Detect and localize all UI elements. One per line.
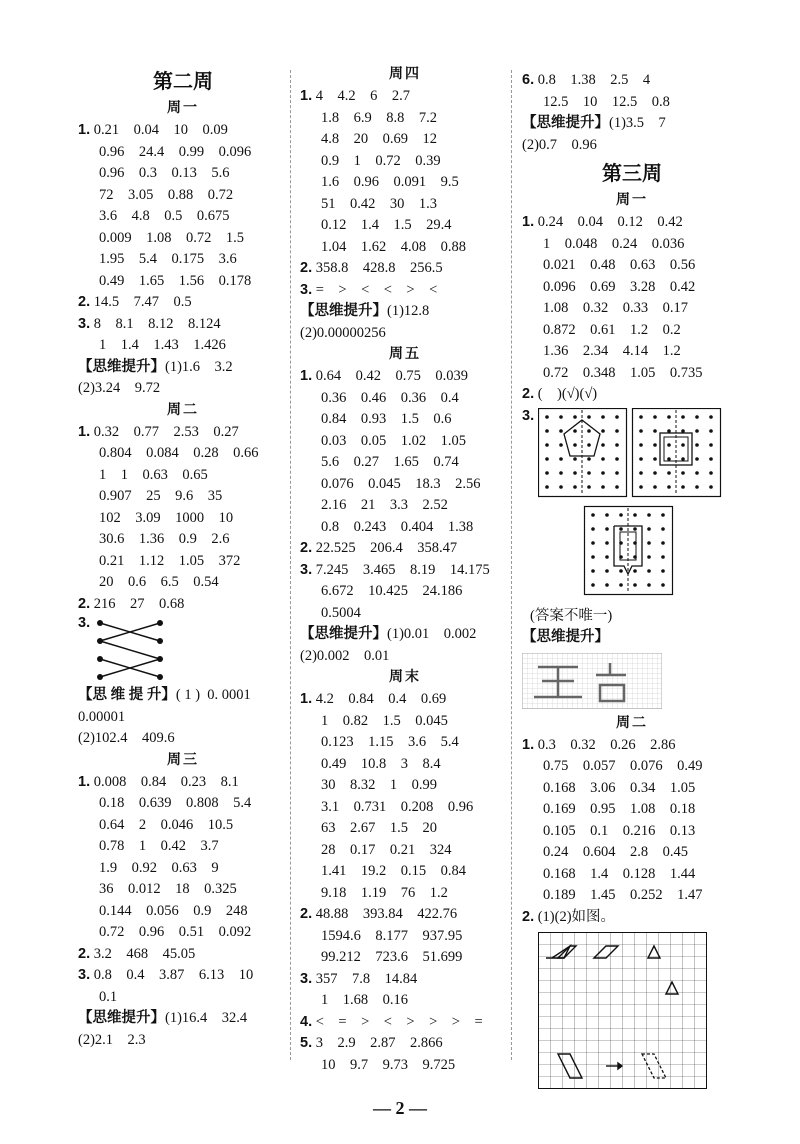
- question-number: 3.: [300, 281, 313, 298]
- answer-line: 72 3.05 0.88 0.72: [99, 186, 234, 203]
- answer-line: 0.03 0.05 1.02 1.05: [321, 432, 466, 449]
- answer-line: 0.189 1.45 0.252 1.47: [543, 887, 703, 903]
- answer-line: 1 0.82 1.5 0.045: [321, 712, 448, 729]
- day-title: 周五: [389, 347, 421, 362]
- answer-line: 0.804 0.084 0.28 0.66: [99, 445, 259, 461]
- answer-line: 3.6 4.8 0.5 0.675: [99, 208, 230, 224]
- question-number: 6.: [522, 72, 535, 88]
- answer-line: 0.21 0.04 10 0.09: [93, 122, 228, 138]
- answer-line: 0.24 0.04 0.12 0.42: [537, 214, 683, 230]
- answer-line: 1.9 0.92 0.63 9: [99, 859, 219, 876]
- answer-line: ( 1 ) 0. 0001: [175, 687, 251, 703]
- thinking-label: 【思维提升】: [78, 358, 165, 375]
- answer-line: 0.105 0.1 0.216 0.13: [543, 822, 696, 839]
- thinking-label: 【思维提升】: [300, 626, 387, 642]
- day-title: 周一: [167, 101, 199, 116]
- answer-line: 0.96 24.4 0.99 0.096: [99, 143, 252, 160]
- answer-line: (1)12.8: [387, 303, 430, 319]
- day-title: 周一: [616, 193, 648, 208]
- answer-line: 4.8 20 0.69 12: [321, 131, 437, 147]
- answer-line: 0.907 25 9.6 35: [99, 488, 223, 504]
- answer-line: 5.6 0.27 1.65 0.74: [321, 454, 459, 470]
- answer-line: 1.36 2.34 4.14 1.2: [543, 343, 681, 359]
- answer-line: 0.8 1.38 2.5 4: [537, 72, 651, 88]
- answer-line: 0.49 10.8 3 8.4: [321, 755, 441, 772]
- answer-line: 0.123 1.15 3.6 5.4: [321, 734, 459, 750]
- answer-line: 1.41 19.2 0.15 0.84: [321, 863, 466, 879]
- answer-line: 1.08 0.32 0.33 0.17: [543, 300, 688, 316]
- answer-line: 0.49 1.65 1.56 0.178: [99, 272, 252, 289]
- answer-line: (2)3.24 9.72: [78, 380, 161, 396]
- answer-line: 0.64 2 0.046 10.5: [99, 816, 234, 833]
- column-3: [522, 64, 742, 1104]
- answer-line: 0.12 1.4 1.5 29.4: [321, 217, 452, 233]
- answer-line: (1)1.6 3.2: [165, 358, 233, 375]
- answer-line: < = > < > > > =: [315, 1013, 483, 1030]
- answer-line: 1 1.4 1.43 1.426: [99, 337, 226, 353]
- answer-line: ( )(√)(√): [537, 386, 598, 402]
- question-number: 3.: [300, 561, 313, 578]
- grid-shapes-figure: [522, 653, 662, 709]
- answer-line: (2)0.002 0.01: [300, 647, 390, 664]
- answer-line: 0.3 0.32 0.26 2.86: [537, 736, 676, 753]
- answer-line: 0.009 1.08 0.72 1.5: [99, 229, 244, 246]
- translation-grid-figure: [538, 932, 718, 1100]
- answer-line: 9.18 1.19 76 1.2: [321, 884, 448, 901]
- matching-lines-diagram: [90, 615, 180, 685]
- answer-line: 0.168 3.06 0.34 1.05: [543, 779, 696, 796]
- thinking-label: 【思维提升】: [300, 303, 387, 319]
- answer-line: 0.36 0.46 0.36 0.4: [321, 389, 459, 406]
- answer-line: 4.2 0.84 0.4 0.69: [315, 691, 447, 707]
- question-number: 3.: [78, 967, 91, 983]
- day-title: 周四: [389, 67, 421, 82]
- answer-line: 0.1: [99, 988, 118, 1005]
- question-number: 3.: [300, 970, 313, 987]
- answer-line: 0.169 0.95 1.08 0.18: [543, 801, 696, 817]
- question-number: 5.: [300, 1035, 313, 1051]
- answer-line: 1 1.68 0.16: [321, 992, 408, 1008]
- question-number: 2.: [522, 386, 535, 402]
- answer-line: 0.78 1 0.42 3.7: [99, 838, 219, 854]
- answer-line: 6.672 10.425 24.186: [321, 583, 463, 599]
- thinking-label: 【思维提升】: [78, 1010, 165, 1026]
- answer-line: 0.32 0.77 2.53 0.27: [93, 423, 239, 440]
- week-title: 第二周: [153, 71, 213, 93]
- answer-line: 357 7.8 14.84: [315, 970, 418, 987]
- column-2: [300, 64, 510, 1076]
- answer-line: 0.21 1.12 1.05 372: [99, 552, 241, 569]
- answer-line: 0.096 0.69 3.28 0.42: [543, 278, 696, 295]
- day-title: 周二: [616, 715, 648, 731]
- question-number: 1.: [78, 423, 91, 440]
- answer-line: 0.84 0.93 1.5 0.6: [321, 411, 452, 427]
- answer-line: 102 3.09 1000 10: [99, 509, 234, 526]
- question-number: 2.: [300, 540, 313, 556]
- column-1: [78, 64, 288, 1051]
- answer-line: 1594.6 8.177 937.95: [321, 927, 463, 944]
- question-number: 1.: [522, 736, 535, 753]
- answer-line: 3.2 468 45.05: [93, 945, 196, 962]
- answer-line: 22.525 206.4 358.47: [315, 540, 458, 556]
- week-title: 第三周: [602, 163, 662, 185]
- question-number: 3.: [522, 407, 535, 424]
- answer-line: 12.5 10 12.5 0.8: [543, 93, 670, 110]
- answer-line: 4 4.2 6 2.7: [315, 88, 410, 104]
- answer-line: 30.6 1.36 0.9 2.6: [99, 531, 230, 547]
- answer-line: 3.1 0.731 0.208 0.96: [321, 798, 474, 815]
- page-number: — 2 —: [373, 1098, 427, 1118]
- answer-line: 1.6 0.96 0.091 9.5: [321, 174, 459, 190]
- answer-line: 358.8 428.8 256.5: [315, 260, 443, 276]
- question-number: 3.: [78, 615, 91, 631]
- question-number: 1.: [78, 122, 91, 138]
- day-title: 周二: [167, 402, 199, 418]
- answer-line: 30 8.32 1 0.99: [321, 777, 437, 793]
- thinking-label: 【思 维 提 升】: [78, 687, 176, 703]
- answer-line: 36 0.012 18 0.325: [99, 881, 237, 897]
- answer-line: 0.872 0.61 1.2 0.2: [543, 321, 681, 338]
- answer-line: 0.008 0.84 0.23 8.1: [93, 773, 239, 790]
- answer-line: 10 9.7 9.73 9.725: [321, 1056, 456, 1073]
- thinking-label: 【思维提升】: [522, 629, 609, 645]
- answer-line: 0.96 0.3 0.13 5.6: [99, 165, 230, 181]
- question-number: 1.: [522, 214, 535, 230]
- dot-grid-diagrams: [538, 408, 738, 608]
- answer-line: 0.076 0.045 18.3 2.56: [321, 475, 481, 492]
- answer-note: (答案不唯一): [530, 607, 613, 624]
- answer-line: 0.18 0.639 0.808 5.4: [99, 795, 252, 811]
- question-number: 1.: [300, 691, 313, 707]
- answer-line: (1)3.5 7: [609, 115, 666, 131]
- column-divider-1: [290, 70, 291, 1060]
- question-number: 2.: [522, 908, 535, 925]
- answer-line: (1)0.01 0.002: [387, 626, 477, 642]
- question-number: 2.: [78, 945, 91, 962]
- answer-line: 7.245 3.465 8.19 14.175: [315, 561, 490, 578]
- answer-line: 0.144 0.056 0.9 248: [99, 902, 248, 919]
- answer-line: 1.04 1.62 4.08 0.88: [321, 238, 466, 255]
- answer-line: 0.72 0.348 1.05 0.735: [543, 364, 703, 381]
- question-number: 3.: [78, 315, 91, 332]
- day-title: 周末: [389, 670, 421, 685]
- answer-line: 0.021 0.48 0.63 0.56: [543, 257, 696, 273]
- thinking-label: 【思维提升】: [522, 115, 609, 131]
- answer-line: 14.5 7.47 0.5: [93, 294, 192, 310]
- answer-line: 1.95 5.4 0.175 3.6: [99, 251, 237, 267]
- answer-line: 216 27 0.68: [93, 595, 185, 612]
- answer-line: = > < < > <: [315, 281, 438, 298]
- answer-line: 0.168 1.4 0.128 1.44: [543, 865, 696, 882]
- answer-line: 28 0.17 0.21 324: [321, 841, 452, 858]
- answer-line: 20 0.6 6.5 0.54: [99, 574, 219, 590]
- question-number: 2.: [300, 260, 313, 276]
- answer-line: 0.75 0.057 0.076 0.49: [543, 758, 703, 774]
- answer-line: 0.8 0.243 0.404 1.38: [321, 518, 474, 535]
- answer-line: (1)16.4 32.4: [165, 1010, 248, 1026]
- question-number: 2.: [300, 906, 313, 922]
- answer-line: 1 0.048 0.24 0.036: [543, 235, 685, 252]
- symmetry-figures: [522, 406, 742, 606]
- answer-line: (2)2.1 2.3: [78, 1031, 146, 1048]
- day-title: 周三: [167, 752, 199, 768]
- answer-line: 0.64 0.42 0.75 0.039: [315, 368, 468, 384]
- answer-line: 1 1 0.63 0.65: [99, 466, 208, 483]
- answer-line: (2)0.00000256: [300, 324, 386, 341]
- matching-figure: [78, 615, 288, 685]
- column-divider-2: [511, 70, 512, 1060]
- question-number: 1.: [78, 773, 91, 790]
- answer-line: 8 8.1 8.12 8.124: [93, 315, 221, 332]
- answer-line: 0.00001: [78, 708, 126, 725]
- question-number: 4.: [300, 1013, 313, 1030]
- question-number: 2.: [78, 595, 91, 612]
- answer-line: (2)102.4 409.6: [78, 730, 175, 746]
- answer-line: 48.88 393.84 422.76: [315, 906, 458, 922]
- answer-line: 0.8 0.4 3.87 6.13 10: [93, 967, 254, 983]
- answer-line: 0.5004: [321, 604, 361, 621]
- answer-line: 0.72 0.96 0.51 0.092: [99, 924, 252, 940]
- answer-line: 2.16 21 3.3 2.52: [321, 497, 448, 513]
- answer-line: 3 2.9 2.87 2.866: [315, 1035, 443, 1051]
- answer-line: 1.8 6.9 8.8 7.2: [321, 109, 437, 126]
- answer-line: 51 0.42 30 1.3: [321, 195, 437, 212]
- answer-line: 63 2.67 1.5 20: [321, 820, 437, 836]
- answer-line: 0.9 1 0.72 0.39: [321, 152, 441, 169]
- question-number: 1.: [300, 88, 313, 104]
- answer-line: (1)(2)如图。: [537, 908, 616, 925]
- question-number: 1.: [300, 368, 313, 384]
- answer-line: (2)0.7 0.96: [522, 136, 597, 153]
- answer-line: 0.24 0.604 2.8 0.45: [543, 844, 688, 860]
- question-number: 2.: [78, 294, 91, 310]
- answer-line: 99.212 723.6 51.699: [321, 949, 463, 965]
